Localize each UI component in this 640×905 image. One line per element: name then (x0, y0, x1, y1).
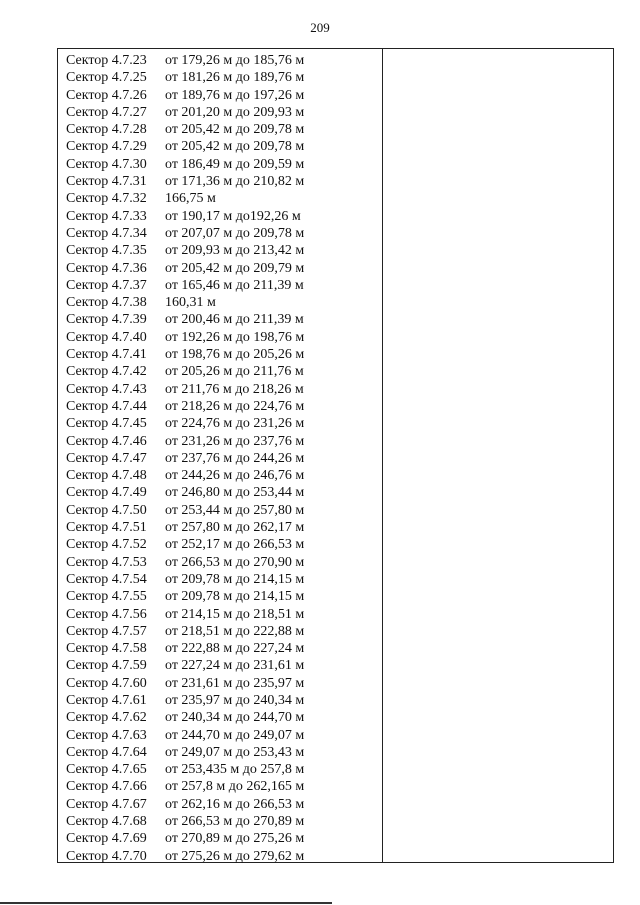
table-row (58, 138, 381, 155)
sector-label: Сектор 4.7.33 (66, 208, 147, 224)
range-value: 166,75 м (165, 191, 216, 207)
sector-label: Сектор 4.7.29 (66, 139, 147, 155)
table-row (58, 727, 381, 744)
range-value: от 205,42 м до 209,78 м (165, 122, 305, 138)
table-row (58, 606, 381, 623)
sector-label: Сектор 4.7.34 (66, 225, 147, 241)
range-value: от 231,26 м до 237,76 м (165, 433, 305, 449)
table-row (58, 329, 381, 346)
sector-label: Сектор 4.7.61 (66, 692, 147, 708)
table-row (58, 536, 381, 553)
sector-label: Сектор 4.7.67 (66, 796, 147, 812)
table-row (58, 657, 381, 674)
table-row (58, 571, 381, 588)
table-row (58, 744, 381, 761)
table-row (58, 692, 381, 709)
sector-label: Сектор 4.7.57 (66, 623, 147, 639)
range-value: от 218,26 м до 224,76 м (165, 398, 305, 414)
table-row (58, 381, 381, 398)
sector-label: Сектор 4.7.55 (66, 589, 147, 605)
sector-label: Сектор 4.7.54 (66, 571, 147, 587)
sector-label: Сектор 4.7.52 (66, 537, 147, 553)
range-value: от 235,97 м до 240,34 м (165, 692, 305, 708)
range-value: от 205,26 м до 211,76 м (165, 364, 304, 380)
table-row (58, 709, 381, 726)
table-row (58, 277, 381, 294)
table-row (58, 778, 381, 795)
table-row (58, 467, 381, 484)
table-row (58, 415, 381, 432)
range-value: от 192,26 м до 198,76 м (165, 329, 305, 345)
range-value: от 253,435 м до 257,8 м (165, 762, 305, 778)
range-value: от 198,76 м до 205,26 м (165, 347, 305, 363)
range-value: от 186,49 м до 209,59 м (165, 156, 305, 172)
range-value: от 252,17 м до 266,53 м (165, 537, 305, 553)
sector-label: Сектор 4.7.65 (66, 762, 147, 778)
range-value: от 237,76 м до 244,26 м (165, 450, 305, 466)
range-value: от 249,07 м до 253,43 м (165, 744, 305, 760)
sector-label: Сектор 4.7.50 (66, 502, 147, 518)
range-value: от 222,88 м до 227,24 м (165, 641, 305, 657)
sector-label: Сектор 4.7.27 (66, 104, 147, 120)
table-row (58, 260, 381, 277)
table-row (58, 104, 381, 121)
sector-label: Сектор 4.7.35 (66, 243, 147, 259)
range-value: от 209,78 м до 214,15 м (165, 571, 305, 587)
table-row (58, 69, 381, 86)
sector-label: Сектор 4.7.68 (66, 814, 147, 830)
range-value: от 165,46 м до 211,39 м (165, 277, 304, 293)
table-row (58, 502, 381, 519)
table-row (58, 484, 381, 501)
sector-label: Сектор 4.7.56 (66, 606, 147, 622)
sector-label: Сектор 4.7.51 (66, 520, 147, 536)
sector-label: Сектор 4.7.53 (66, 554, 147, 570)
table-row (58, 848, 381, 865)
range-value: от 214,15 м до 218,51 м (165, 606, 305, 622)
sector-label: Сектор 4.7.26 (66, 87, 147, 103)
range-value: от 231,61 м до 235,97 м (165, 675, 305, 691)
sector-label: Сектор 4.7.36 (66, 260, 147, 276)
table-row (58, 450, 381, 467)
range-value: от 179,26 м до 185,76 м (165, 53, 305, 68)
table-row (58, 363, 381, 380)
table-row (58, 311, 381, 328)
sector-label: Сектор 4.7.66 (66, 779, 147, 795)
range-value: от 257,8 м до 262,165 м (165, 779, 305, 795)
page-number: 209 (310, 20, 330, 35)
range-value: от 218,51 м до 222,88 м (165, 623, 305, 639)
table-row (58, 554, 381, 571)
sector-label: Сектор 4.7.31 (66, 174, 147, 190)
table-row (58, 208, 381, 225)
table-row (58, 796, 381, 813)
sector-label: Сектор 4.7.23 (66, 53, 147, 68)
range-value: от 240,34 м до 244,70 м (165, 710, 305, 726)
table-row (58, 346, 381, 363)
table-row (58, 813, 381, 830)
range-value: от 200,46 м до 211,39 м (165, 312, 304, 328)
table-row (58, 294, 381, 311)
table-row (58, 398, 381, 415)
range-value: от 209,93 м до 213,42 м (165, 243, 305, 259)
sector-label: Сектор 4.7.62 (66, 710, 147, 726)
sector-label: Сектор 4.7.37 (66, 277, 147, 293)
table-row (58, 190, 381, 207)
table-row (58, 433, 381, 450)
range-value: от 189,76 м до 197,26 м (165, 87, 305, 103)
range-value: от 227,24 м до 231,61 м (165, 658, 305, 674)
sector-label: Сектор 4.7.69 (66, 831, 147, 847)
range-value: от 270,89 м до 275,26 м (165, 831, 305, 847)
sector-label: Сектор 4.7.25 (66, 70, 147, 86)
table-row (58, 242, 381, 259)
range-value: от 262,16 м до 266,53 м (165, 796, 305, 812)
sector-label: Сектор 4.7.32 (66, 191, 147, 207)
sector-label: Сектор 4.7.64 (66, 744, 147, 760)
sector-label: Сектор 4.7.43 (66, 381, 147, 397)
sector-rows (58, 52, 381, 865)
range-value: от 275,26 м до 279,62 м (165, 848, 305, 864)
table-row (58, 623, 381, 640)
sector-label: Сектор 4.7.30 (66, 156, 147, 172)
sector-label: Сектор 4.7.49 (66, 485, 147, 501)
table-row (58, 761, 381, 778)
range-value: от 257,80 м до 262,17 м (165, 520, 305, 536)
range-value: от 253,44 м до 257,80 м (165, 502, 305, 518)
table-row (58, 519, 381, 536)
range-value: от 171,36 м до 210,82 м (165, 174, 305, 190)
sector-label: Сектор 4.7.45 (66, 416, 147, 432)
range-value: от 266,53 м до 270,89 м (165, 814, 305, 830)
table-row (58, 87, 381, 104)
table-row (58, 675, 381, 692)
sector-label: Сектор 4.7.42 (66, 364, 147, 380)
range-value: от 224,76 м до 231,26 м (165, 416, 305, 432)
range-value: от 207,07 м до 209,78 м (165, 225, 305, 241)
table-row (58, 225, 381, 242)
sector-table (57, 48, 614, 863)
range-value: от 205,42 м до 209,78 м (165, 139, 305, 155)
bottom-rule (0, 902, 332, 904)
sector-label: Сектор 4.7.40 (66, 329, 147, 345)
column-divider (382, 49, 383, 862)
sector-label: Сектор 4.7.63 (66, 727, 147, 743)
sector-label: Сектор 4.7.41 (66, 347, 147, 363)
range-value: от 181,26 м до 189,76 м (165, 70, 305, 86)
sector-label: Сектор 4.7.70 (66, 848, 147, 864)
range-value: от 190,17 м до192,26 м (165, 208, 301, 224)
table-row (58, 588, 381, 605)
table-row (58, 830, 381, 847)
sector-label: Сектор 4.7.47 (66, 450, 147, 466)
sector-label: Сектор 4.7.39 (66, 312, 147, 328)
sector-label: Сектор 4.7.48 (66, 468, 147, 484)
sector-label: Сектор 4.7.59 (66, 658, 147, 674)
range-value: от 211,76 м до 218,26 м (165, 381, 304, 397)
sector-label: Сектор 4.7.28 (66, 122, 147, 138)
table-row (58, 52, 381, 69)
sector-label: Сектор 4.7.38 (66, 295, 147, 311)
sector-label: Сектор 4.7.58 (66, 641, 147, 657)
range-value: от 209,78 м до 214,15 м (165, 589, 305, 605)
table-row (58, 121, 381, 138)
range-value: от 244,26 м до 246,76 м (165, 468, 305, 484)
sector-label: Сектор 4.7.46 (66, 433, 147, 449)
range-value: от 201,20 м до 209,93 м (165, 104, 305, 120)
range-value: от 205,42 м до 209,79 м (165, 260, 305, 276)
range-value: от 246,80 м до 253,44 м (165, 485, 305, 501)
sector-label: Сектор 4.7.44 (66, 398, 147, 414)
table-row (58, 173, 381, 190)
sector-label: Сектор 4.7.60 (66, 675, 147, 691)
range-value: от 244,70 м до 249,07 м (165, 727, 305, 743)
table-row (58, 156, 381, 173)
range-value: 160,31 м (165, 295, 216, 311)
table-row (58, 640, 381, 657)
range-value: от 266,53 м до 270,90 м (165, 554, 305, 570)
